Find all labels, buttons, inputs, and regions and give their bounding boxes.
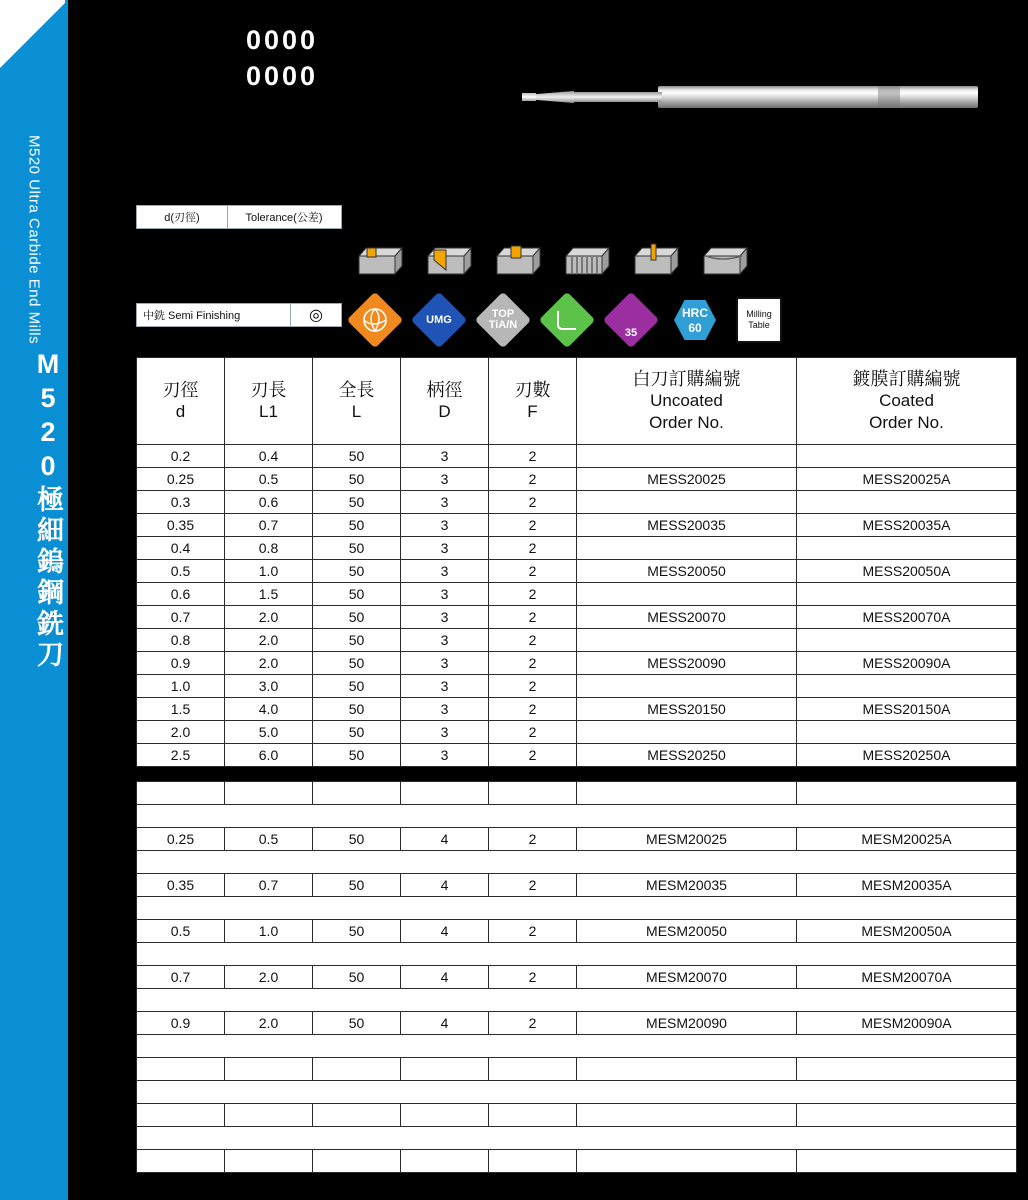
cell-flute-count (489, 1058, 577, 1081)
cell-flute-length: 0.4 (225, 445, 313, 468)
process-symbol-icon: ◎ (309, 307, 323, 324)
cell-overall-length: 50 (313, 744, 401, 767)
cell-uncoated-order-no: MESS20070 (577, 606, 797, 629)
table-header-row (137, 358, 1017, 445)
cell-coated-order-no: MESS20090A (797, 652, 1017, 675)
cell-diameter: 0.9 (137, 652, 225, 675)
table-row[interactable] (137, 468, 1017, 491)
cell-uncoated-order-no: MESS20150 (577, 698, 797, 721)
cell-diameter: 0.25 (137, 468, 225, 491)
process-table (136, 303, 342, 327)
table-row[interactable] (137, 874, 1017, 897)
cell-diameter: 0.25 (137, 828, 225, 851)
cell-shank-diameter: 3 (401, 491, 489, 514)
cell-diameter: 0.5 (137, 560, 225, 583)
ramping-icon (424, 240, 474, 284)
cell-flute-length: 4.0 (225, 698, 313, 721)
cell-overall-length (313, 1150, 401, 1173)
cell-coated-order-no: MESS20025A (797, 468, 1017, 491)
cell-overall-length (313, 782, 401, 805)
cell-overall-length: 50 (313, 966, 401, 989)
cell-shank-diameter: 4 (401, 920, 489, 943)
cell-uncoated-order-no (577, 782, 797, 805)
cell-flute-length: 2.0 (225, 652, 313, 675)
coating-badge (480, 297, 526, 343)
cell-uncoated-order-no: MESM20090 (577, 1012, 797, 1035)
cell-flute-count: 2 (489, 721, 577, 744)
table-row[interactable] (137, 782, 1017, 805)
cell-coated-order-no: MESM20070A (797, 966, 1017, 989)
drilling-icon (631, 240, 681, 284)
tool-shank (658, 86, 978, 108)
cell-shank-diameter: 3 (401, 537, 489, 560)
cell-flute-length: 1.0 (225, 920, 313, 943)
cell-shank-diameter: 4 (401, 828, 489, 851)
cell-coated-order-no: MESS20150A (797, 698, 1017, 721)
facing-icon (700, 240, 750, 284)
milling-table-line2: Table (748, 320, 770, 330)
cell-shank-diameter: 3 (401, 698, 489, 721)
cell-flute-count: 2 (489, 606, 577, 629)
cell-coated-order-no (797, 1058, 1017, 1081)
cell-shank-diameter: 3 (401, 583, 489, 606)
cell-coated-order-no (797, 583, 1017, 606)
cell-overall-length (313, 1104, 401, 1127)
table-spacer-row (137, 1035, 1017, 1058)
cell-overall-length: 50 (313, 629, 401, 652)
tolerance-table (136, 205, 342, 229)
cell-uncoated-order-no: MESS20050 (577, 560, 797, 583)
table-row[interactable] (137, 629, 1017, 652)
milling-table-line1: Milling (746, 309, 772, 319)
cell-coated-order-no (797, 445, 1017, 468)
tolerance-col-diameter: d(刃徑) (137, 206, 228, 228)
table-row[interactable] (137, 1104, 1017, 1127)
cell-flute-length: 0.8 (225, 537, 313, 560)
cell-uncoated-order-no: MESS20025 (577, 468, 797, 491)
cell-diameter (137, 782, 225, 805)
cell-overall-length: 50 (313, 468, 401, 491)
table-row[interactable] (137, 537, 1017, 560)
cell-flute-length: 6.0 (225, 744, 313, 767)
cell-diameter: 0.8 (137, 629, 225, 652)
cell-diameter: 0.6 (137, 583, 225, 606)
header-flute-length: 刃長 L1 (225, 358, 313, 445)
umg-badge (416, 297, 462, 343)
cell-diameter: 0.5 (137, 920, 225, 943)
cell-flute-length (225, 1104, 313, 1127)
cell-diameter: 1.5 (137, 698, 225, 721)
spec-table-series-2 (136, 781, 1017, 1173)
cell-shank-diameter: 3 (401, 675, 489, 698)
cell-flute-length: 0.6 (225, 491, 313, 514)
cell-flute-count: 2 (489, 537, 577, 560)
cell-uncoated-order-no: MESM20050 (577, 920, 797, 943)
cell-flute-count: 2 (489, 675, 577, 698)
table-spacer-row (137, 897, 1017, 920)
cell-coated-order-no (797, 782, 1017, 805)
cell-uncoated-order-no (577, 491, 797, 514)
spine-title-chinese: M520極細鎢鋼銑刀 (33, 349, 63, 671)
table-row[interactable] (137, 606, 1017, 629)
tool-taper (532, 91, 574, 103)
table-row[interactable] (137, 1150, 1017, 1173)
end-mill-illustration (498, 78, 978, 118)
table-spacer-row (137, 943, 1017, 966)
cell-flute-length: 2.0 (225, 966, 313, 989)
cell-flute-length: 2.0 (225, 606, 313, 629)
slot-milling-icon (355, 240, 405, 284)
cell-diameter: 0.35 (137, 874, 225, 897)
cell-diameter: 0.9 (137, 1012, 225, 1035)
cell-flute-count: 2 (489, 828, 577, 851)
cell-flute-count: 2 (489, 560, 577, 583)
cell-overall-length: 50 (313, 1012, 401, 1035)
cell-diameter: 0.35 (137, 514, 225, 537)
table-spacer-row (137, 1081, 1017, 1104)
cell-coated-order-no: MESM20025A (797, 828, 1017, 851)
cell-flute-length: 3.0 (225, 675, 313, 698)
cell-flute-length (225, 1150, 313, 1173)
umg-badge-label: UMG (426, 313, 452, 326)
cell-overall-length: 50 (313, 652, 401, 675)
table-row[interactable] (137, 491, 1017, 514)
cell-uncoated-order-no (577, 721, 797, 744)
table-row[interactable] (137, 1058, 1017, 1081)
corner-badge (544, 297, 590, 343)
table-row[interactable] (137, 828, 1017, 851)
header-uncoated-order-no: 白刀訂購編號 Uncoated Order No. (577, 358, 797, 445)
header-art (68, 0, 1028, 190)
cell-uncoated-order-no: MESS20090 (577, 652, 797, 675)
cell-coated-order-no (797, 721, 1017, 744)
cell-flute-count (489, 1104, 577, 1127)
cell-diameter: 0.4 (137, 537, 225, 560)
coating-badge-line2: TiA/N (488, 319, 518, 331)
cell-shank-diameter: 4 (401, 966, 489, 989)
cell-overall-length: 50 (313, 698, 401, 721)
cell-diameter: 2.0 (137, 721, 225, 744)
cell-diameter: 0.7 (137, 966, 225, 989)
cell-uncoated-order-no (577, 537, 797, 560)
operation-icon-row (355, 240, 715, 288)
header-diameter: 刃徑 d (137, 358, 225, 445)
product-code-line2: 0000 (246, 61, 319, 91)
table-row[interactable] (137, 966, 1017, 989)
hardness-badge-line2: 60 (688, 321, 702, 335)
cell-overall-length: 50 (313, 514, 401, 537)
cell-uncoated-order-no: MESM20070 (577, 966, 797, 989)
cell-shank-diameter (401, 1058, 489, 1081)
cell-uncoated-order-no: MESS20250 (577, 744, 797, 767)
cell-flute-count: 2 (489, 874, 577, 897)
table-row[interactable] (137, 583, 1017, 606)
cell-coated-order-no (797, 537, 1017, 560)
table-row[interactable] (137, 1012, 1017, 1035)
cell-flute-count: 2 (489, 491, 577, 514)
cell-uncoated-order-no (577, 1058, 797, 1081)
table-row[interactable] (137, 920, 1017, 943)
cell-coated-order-no: MESS20070A (797, 606, 1017, 629)
feature-badge-row (352, 295, 782, 345)
cell-flute-length: 0.7 (225, 514, 313, 537)
cell-flute-count (489, 1150, 577, 1173)
cell-shank-diameter: 3 (401, 652, 489, 675)
cell-coated-order-no: MESM20050A (797, 920, 1017, 943)
cell-diameter (137, 1104, 225, 1127)
spec-table (136, 357, 1017, 767)
cell-overall-length: 50 (313, 920, 401, 943)
tolerance-col-value: Tolerance(公差) (245, 212, 323, 224)
table-row[interactable] (137, 652, 1017, 675)
cell-coated-order-no (797, 675, 1017, 698)
cell-flute-count: 2 (489, 652, 577, 675)
cell-shank-diameter (401, 782, 489, 805)
spec-table-body-series-1 (137, 445, 1017, 767)
cell-flute-length: 0.5 (225, 828, 313, 851)
table-spacer-row (137, 851, 1017, 874)
geometry-badge (352, 297, 398, 343)
cell-coated-order-no: MESS20035A (797, 514, 1017, 537)
cell-overall-length: 50 (313, 874, 401, 897)
cell-flute-count: 2 (489, 920, 577, 943)
cell-coated-order-no (797, 1104, 1017, 1127)
cell-uncoated-order-no (577, 445, 797, 468)
cell-coated-order-no: MESS20250A (797, 744, 1017, 767)
cell-flute-count: 2 (489, 698, 577, 721)
table-row[interactable] (137, 560, 1017, 583)
helix-badge-label: 35 (624, 327, 638, 339)
cell-coated-order-no (797, 1150, 1017, 1173)
milling-table-badge[interactable] (736, 297, 782, 343)
table-row[interactable] (137, 721, 1017, 744)
cell-uncoated-order-no: MESM20035 (577, 874, 797, 897)
cell-flute-length: 5.0 (225, 721, 313, 744)
cell-shank-diameter: 4 (401, 874, 489, 897)
header-overall-length: 全長 L (313, 358, 401, 445)
cell-flute-length: 1.0 (225, 560, 313, 583)
cell-overall-length (313, 1058, 401, 1081)
table-spacer-row (137, 989, 1017, 1012)
spec-table-head (137, 358, 1017, 445)
cell-uncoated-order-no: MESS20035 (577, 514, 797, 537)
header-flute-count: 刃數 F (489, 358, 577, 445)
sidebar-spine (0, 0, 68, 1200)
cell-uncoated-order-no (577, 1150, 797, 1173)
cell-diameter: 2.5 (137, 744, 225, 767)
cell-flute-length: 0.7 (225, 874, 313, 897)
cell-diameter (137, 1150, 225, 1173)
cell-coated-order-no (797, 491, 1017, 514)
shoulder-milling-icon (493, 240, 543, 284)
cell-uncoated-order-no: MESM20025 (577, 828, 797, 851)
cell-flute-length: 0.5 (225, 468, 313, 491)
cell-diameter: 0.3 (137, 491, 225, 514)
tool-marking-band (878, 86, 900, 108)
cell-uncoated-order-no (577, 629, 797, 652)
product-code-block (246, 22, 318, 94)
cell-overall-length: 50 (313, 445, 401, 468)
cell-flute-length (225, 782, 313, 805)
cell-shank-diameter: 3 (401, 445, 489, 468)
cell-diameter (137, 1058, 225, 1081)
helix-badge (608, 297, 654, 343)
cell-overall-length: 50 (313, 606, 401, 629)
cell-shank-diameter: 3 (401, 629, 489, 652)
cell-coated-order-no (797, 629, 1017, 652)
cell-flute-count: 2 (489, 468, 577, 491)
cell-flute-length: 2.0 (225, 1012, 313, 1035)
table-row[interactable] (137, 698, 1017, 721)
cell-flute-count: 2 (489, 1012, 577, 1035)
cell-shank-diameter: 4 (401, 1012, 489, 1035)
cell-shank-diameter (401, 1104, 489, 1127)
cell-shank-diameter: 3 (401, 560, 489, 583)
cell-shank-diameter: 3 (401, 744, 489, 767)
cell-overall-length: 50 (313, 491, 401, 514)
cell-flute-count (489, 782, 577, 805)
cell-shank-diameter: 3 (401, 721, 489, 744)
corner-fold (0, 0, 68, 68)
cell-coated-order-no: MESM20090A (797, 1012, 1017, 1035)
cell-shank-diameter: 3 (401, 468, 489, 491)
cell-shank-diameter: 3 (401, 514, 489, 537)
header-coated-order-no: 鍍膜訂購編號 Coated Order No. (797, 358, 1017, 445)
spine-title-english: M520 Ultra Carbide End Mills (25, 135, 43, 345)
coating-badge-line1: TOP (491, 308, 515, 320)
cell-diameter: 1.0 (137, 675, 225, 698)
cell-uncoated-order-no (577, 583, 797, 606)
cell-diameter: 0.7 (137, 606, 225, 629)
product-code-line1: 0000 (246, 25, 319, 55)
tool-neck (570, 92, 662, 102)
cell-coated-order-no: MESS20050A (797, 560, 1017, 583)
hardness-badge (672, 297, 718, 343)
cell-flute-length: 1.5 (225, 583, 313, 606)
table-spacer-row (137, 1127, 1017, 1150)
cell-overall-length: 50 (313, 721, 401, 744)
process-label: 中銑 Semi Finishing (137, 304, 291, 326)
header-shank-diameter: 柄徑 D (401, 358, 489, 445)
cell-flute-length: 2.0 (225, 629, 313, 652)
cell-coated-order-no: MESM20035A (797, 874, 1017, 897)
spec-table-body-series-2 (137, 782, 1017, 1173)
cell-flute-count: 2 (489, 583, 577, 606)
cell-flute-count: 2 (489, 445, 577, 468)
cell-overall-length: 50 (313, 537, 401, 560)
cell-flute-count: 2 (489, 966, 577, 989)
cell-overall-length: 50 (313, 675, 401, 698)
cell-shank-diameter: 3 (401, 606, 489, 629)
table-row[interactable] (137, 514, 1017, 537)
table-row[interactable] (137, 445, 1017, 468)
cell-overall-length: 50 (313, 828, 401, 851)
cell-diameter: 0.2 (137, 445, 225, 468)
cell-flute-count: 2 (489, 744, 577, 767)
table-row[interactable] (137, 744, 1017, 767)
cell-overall-length: 50 (313, 560, 401, 583)
cell-overall-length: 50 (313, 583, 401, 606)
cell-flute-length (225, 1058, 313, 1081)
hardness-badge-line1: HRC (682, 306, 708, 320)
spec-table-wrapper (136, 357, 996, 1173)
table-row[interactable] (137, 675, 1017, 698)
cell-flute-count: 2 (489, 514, 577, 537)
side-milling-icon (562, 240, 612, 284)
cell-shank-diameter (401, 1150, 489, 1173)
tool-flute (522, 93, 536, 101)
cell-uncoated-order-no (577, 1104, 797, 1127)
cell-uncoated-order-no (577, 675, 797, 698)
table-spacer-row (137, 805, 1017, 828)
cell-flute-count: 2 (489, 629, 577, 652)
